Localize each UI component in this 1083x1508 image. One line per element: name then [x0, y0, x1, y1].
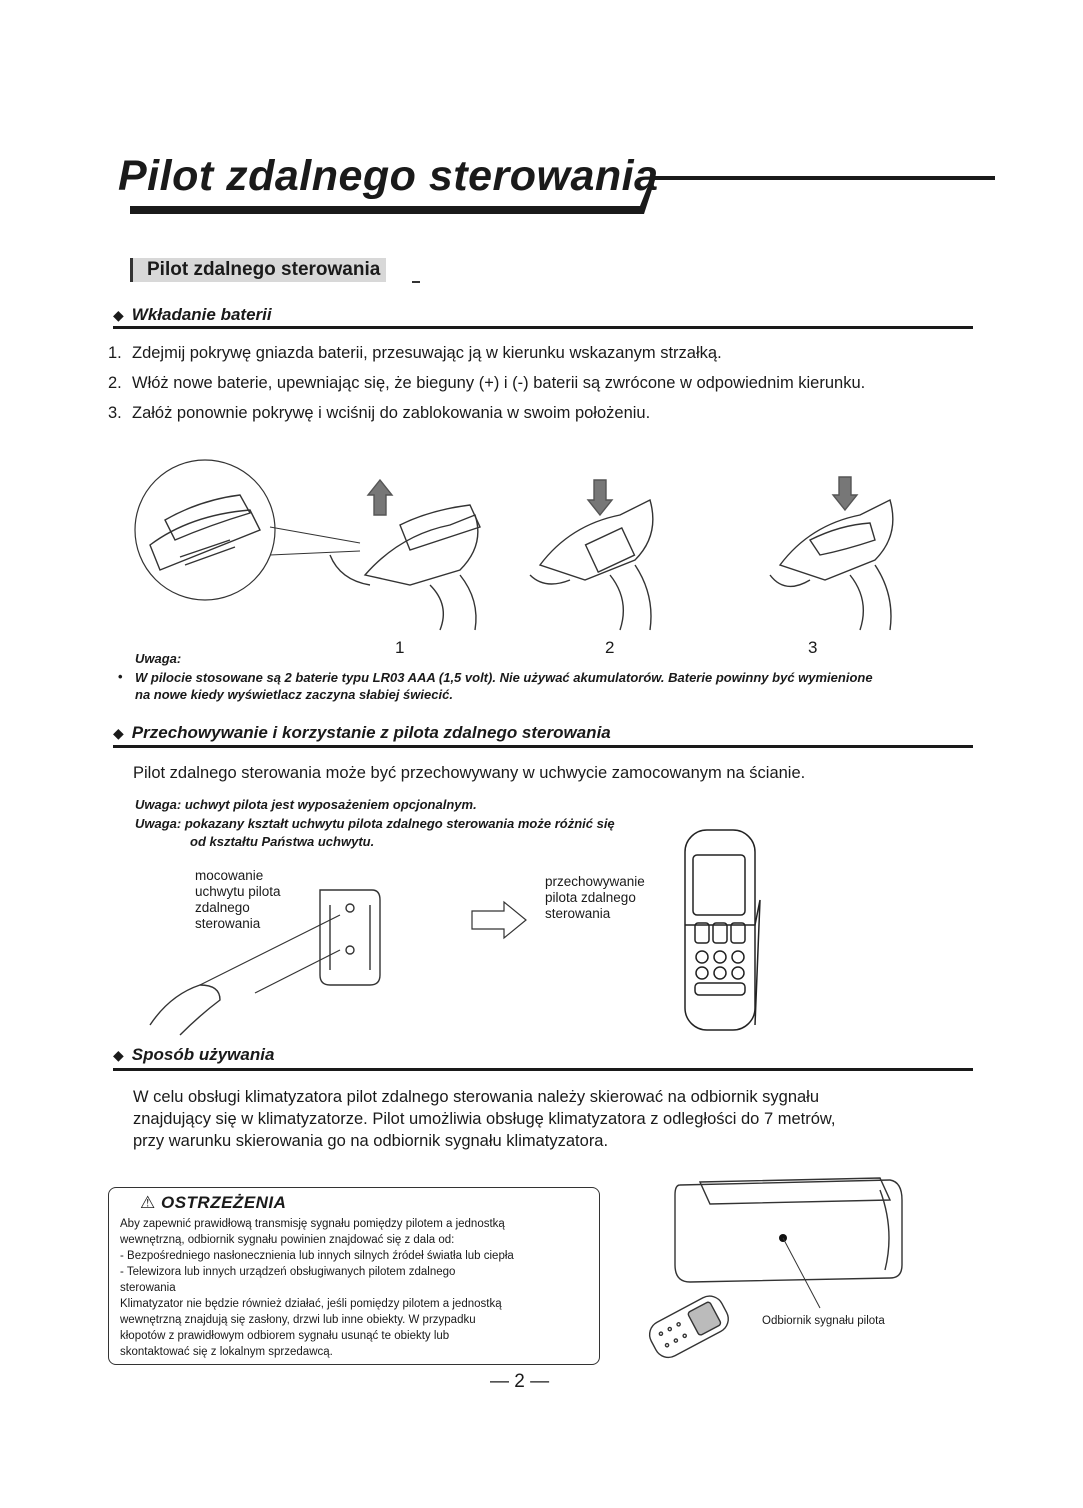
usage-line: przy warunku skierowania go na odbiornik sygnału klimatyzatora. — [133, 1132, 609, 1150]
warning-line: wewnętrzną, odbiornik sygnału powinien znajdować się z dala od: — [120, 1234, 455, 1246]
warning-title-text: OSTRZEŻENIA — [160, 1193, 287, 1212]
title-underline — [0, 0, 1083, 230]
usage-line: znajdujący się w klimatyzatorze. Pilot umożliwia obsługę klimatyzatora z odległości do 7 metrów, — [133, 1110, 836, 1128]
warning-line: skontaktować się z lokalnym sprzedawcą. — [120, 1346, 333, 1358]
section-rule — [113, 745, 973, 748]
bullet-dot-icon: • — [118, 669, 123, 684]
page-number-text: 2 — [514, 1371, 525, 1392]
label-line: przechowywanie — [545, 874, 645, 889]
step1-illustration — [330, 480, 480, 630]
page-number — [490, 1371, 549, 1393]
label-line: uchwytu pilota — [195, 884, 281, 899]
step-text: Zdejmij pokrywę gniazda baterii, przesuwając ją w kierunku wskazanym strzałką. — [132, 344, 722, 362]
step3-illustration — [770, 477, 893, 630]
section-heading-batteries — [113, 305, 272, 325]
note-text: na nowe kiedy wyświetlacz zaczyna słabiej świecić. — [135, 687, 453, 702]
step-number: 1. — [108, 344, 122, 362]
step-text: Załóż ponownie pokrywę i wciśnij do zablokowania w swoim położeniu. — [132, 404, 651, 422]
section-rule — [113, 326, 973, 329]
warning-line: wewnętrzną znajdują się zasłony, drzwi lub inne obiekty. W przypadku — [120, 1314, 476, 1326]
note-text: Uwaga: pokazany kształt uchwytu pilota zdalnego sterowania może różnić się — [135, 816, 615, 831]
section-heading-storage — [113, 723, 611, 743]
section-heading-text: Wkładanie baterii — [131, 305, 272, 324]
step-text: Włóż nowe baterie, upewniając się, że bieguny (+) i (-) baterii są zwrócone w odpowiednim kierunku. — [132, 374, 866, 392]
warning-line: Klimatyzator nie będzie również działać, jeśli pomiędzy pilotem a jednostką — [120, 1298, 502, 1310]
step-number: 3. — [108, 404, 122, 422]
list-item — [108, 404, 650, 423]
note-text: W pilocie stosowane są 2 baterie typu LR03 AAA (1,5 volt). Nie używać akumulatorów. Baterie powinny być wymienione — [135, 670, 873, 685]
diamond-bullet-icon: ◆ — [113, 307, 124, 323]
figure-number: 3 — [808, 638, 818, 657]
section-rule — [113, 1068, 973, 1071]
warning-triangle-icon: ⚠ — [140, 1193, 156, 1212]
storage-text: Pilot zdalnego sterowania może być przechowywany w uchwycie zamocowanym na ścianie. — [133, 764, 806, 782]
subsection-title: Pilot zdalnego sterowania — [130, 258, 386, 282]
usage-line: W celu obsługi klimatyzatora pilot zdalnego sterowania należy skierować na odbiornik sygnału — [133, 1088, 820, 1106]
label-line: mocowanie — [195, 868, 264, 883]
figure-number: 1 — [395, 638, 405, 657]
label-line: pilota zdalnego — [545, 890, 636, 905]
ac-unit-illustration — [640, 1170, 910, 1370]
section-heading-usage — [113, 1045, 274, 1065]
label-store — [545, 874, 645, 922]
warning-line: kłopotów z prawidłowym odbiorem sygnału usunąć te obiekty lub — [120, 1330, 450, 1342]
section-heading-text: Sposób używania — [131, 1045, 275, 1064]
dash-icon: — — [490, 1371, 509, 1392]
warning-line: - Telewizora lub innych urządzeń obsługiwanych pilotem zdalnego — [120, 1266, 456, 1278]
label-line: zdalnego — [195, 900, 250, 915]
page-title: Pilot zdalnego sterowania — [118, 152, 659, 200]
note-text: od kształtu Państwa uchwytu. — [190, 834, 375, 849]
warning-title — [140, 1193, 286, 1213]
arrow-right-icon — [470, 900, 530, 940]
warning-line: - Bezpośredniego nasłonecznienia lub innych silnych źródeł światła lub ciepła — [120, 1250, 514, 1262]
step-number: 2. — [108, 374, 122, 392]
receiver-label: Odbiornik sygnału pilota — [762, 1315, 885, 1327]
step2-illustration — [530, 480, 653, 630]
label-line: sterowania — [545, 906, 611, 921]
figure-number: 2 — [605, 638, 615, 657]
list-item — [108, 344, 722, 363]
note-label: Uwaga: — [135, 651, 182, 666]
list-item — [108, 374, 865, 393]
warning-line: sterowania — [120, 1282, 176, 1294]
section-heading-text: Przechowywanie i korzystanie z pilota zdalnego sterowania — [131, 723, 611, 742]
usage-text — [133, 1086, 835, 1152]
diamond-bullet-icon: ◆ — [113, 1047, 124, 1063]
battery-illustration — [130, 455, 990, 635]
holder-mount-illustration — [140, 875, 400, 1040]
diamond-bullet-icon: ◆ — [113, 725, 124, 741]
subsection-underline — [412, 281, 420, 283]
zoom-detail-illustration — [135, 460, 360, 600]
remote-in-holder-illustration — [675, 825, 770, 1035]
warning-line: Aby zapewnić prawidłową transmisję sygnału pomiędzy pilotem a jednostką — [120, 1218, 505, 1230]
dash-icon: — — [530, 1371, 550, 1392]
label-line: sterowania — [195, 916, 261, 931]
note-text: Uwaga: uchwyt pilota jest wyposażeniem opcjonalnym. — [135, 797, 477, 812]
